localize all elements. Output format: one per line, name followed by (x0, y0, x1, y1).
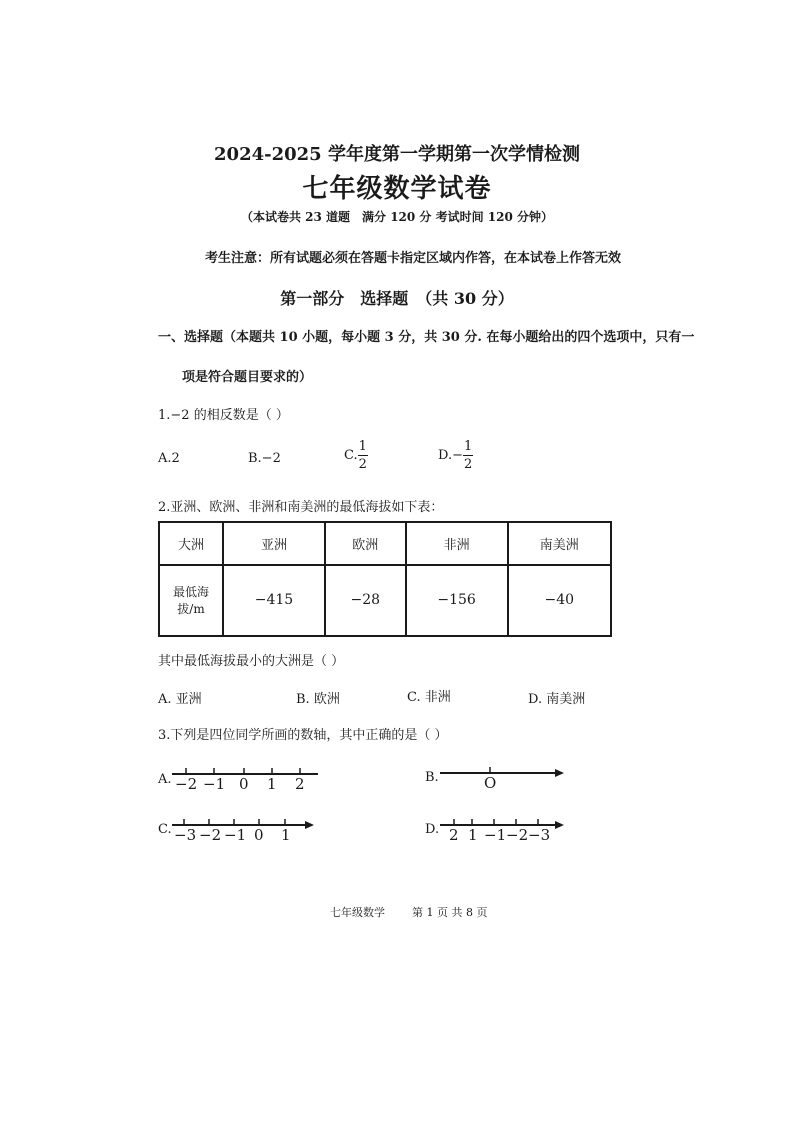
q1-option-c (344, 440, 368, 471)
number-line-b-axis (438, 763, 566, 793)
q1-option-d (438, 440, 473, 471)
table-header-row (159, 522, 611, 565)
q1-option-c-numerator: 1 (358, 439, 367, 454)
number-line-d-tick-label: 1 (468, 826, 478, 844)
number-line-a-tick-label: 1 (267, 775, 277, 793)
table-cell: −415 (223, 565, 325, 636)
exam-title-line1: 2024-2025 学年度第一学期第一次学情检测 (214, 144, 580, 165)
q3-number-line-d (438, 815, 566, 845)
exam-notice: 考生注意：所有试题必须在答题卡指定区域内作答，在本试卷上作答无效 (205, 251, 622, 266)
table-cell: −156 (406, 565, 508, 636)
number-line-b-origin-label: O (484, 774, 497, 792)
q3-option-b-label: B. (425, 770, 439, 785)
number-line-d-tick-label: −1 (484, 826, 507, 844)
q2-option-b: B. 欧洲 (296, 692, 340, 707)
q1-option-b: B.−2 (248, 451, 281, 466)
number-line-d-tick-label: 2 (449, 826, 459, 844)
q2-stem: 2.亚洲、欧洲、非洲和南美洲的最低海拔如下表： (158, 500, 444, 515)
q2-question: 其中最低海拔最小的大洲是（ ） (158, 654, 345, 669)
q3-number-line-a (170, 764, 320, 794)
table-cell: −40 (508, 565, 611, 636)
number-line-a-tick-label: 2 (295, 775, 305, 793)
number-line-c-tick-label: −2 (199, 826, 222, 844)
number-line-d-tick-label: −2 (506, 826, 529, 844)
q2-option-d: D. 南美洲 (528, 692, 586, 707)
exam-title-line2: 七年级数学试卷 (302, 174, 492, 204)
number-line-c-tick-label: −1 (224, 826, 247, 844)
table-header-cell: 南美洲 (508, 522, 611, 565)
number-line-c-tick-label: 0 (254, 826, 264, 844)
number-line-c-tick-label: 1 (281, 826, 291, 844)
table-row (159, 565, 611, 636)
part1-heading: 第一部分 选择题 （共 30 分） (280, 289, 514, 308)
q1-option-d-fraction (463, 440, 473, 471)
q1-option-c-fraction (358, 440, 368, 471)
table-header-cell: 欧洲 (325, 522, 406, 565)
table-cell: 最低海拔/m (159, 565, 223, 636)
q3-number-line-b (438, 763, 566, 793)
table-header-cell: 非洲 (406, 522, 508, 565)
q1-option-c-label: C. (344, 448, 358, 463)
table-header-cell: 大洲 (159, 522, 223, 565)
table-cell: −28 (325, 565, 406, 636)
q1-option-d-numerator: 1 (463, 439, 473, 454)
q2-option-c: C. 非洲 (407, 690, 451, 705)
q1-option-a: A.2 (158, 451, 180, 466)
q3-number-line-c (170, 815, 315, 845)
q3-option-a-label: A. (158, 772, 172, 787)
q3-option-c-label: C. (158, 822, 172, 837)
number-line-d-tick-label: −3 (528, 826, 551, 844)
q1-option-d-label: D.− (438, 448, 463, 463)
q1-option-d-denominator: 2 (463, 457, 473, 472)
q1-stem: 1.−2 的相反数是（ ） (158, 408, 289, 423)
q2-option-a: A. 亚洲 (158, 692, 202, 707)
elevation-table (158, 521, 612, 637)
part1-instruction-line2: 项是符合题目要求的） (182, 370, 313, 385)
q3-option-d-label: D. (425, 822, 440, 837)
number-line-a-tick-label: −2 (175, 775, 198, 793)
q3-stem: 3.下列是四位同学所画的数轴，其中正确的是（ ） (158, 728, 448, 743)
exam-info: （本试卷共 23 道题 满分 120 分 考试时间 120 分钟） (240, 210, 554, 224)
number-line-c-tick-label: −3 (174, 826, 197, 844)
footer-subject: 七年级数学 (330, 906, 385, 919)
table-header-cell: 亚洲 (223, 522, 325, 565)
number-line-a-tick-label: −1 (203, 775, 226, 793)
number-line-a-tick-label: 0 (239, 775, 249, 793)
part1-instruction-line1: 一、选择题（本题共 10 小题，每小题 3 分，共 30 分. 在每小题给出的四个选项中，只有一 (158, 330, 695, 345)
q1-option-c-denominator: 2 (358, 457, 367, 472)
footer-page-number: 第 1 页 共 8 页 (412, 906, 488, 919)
